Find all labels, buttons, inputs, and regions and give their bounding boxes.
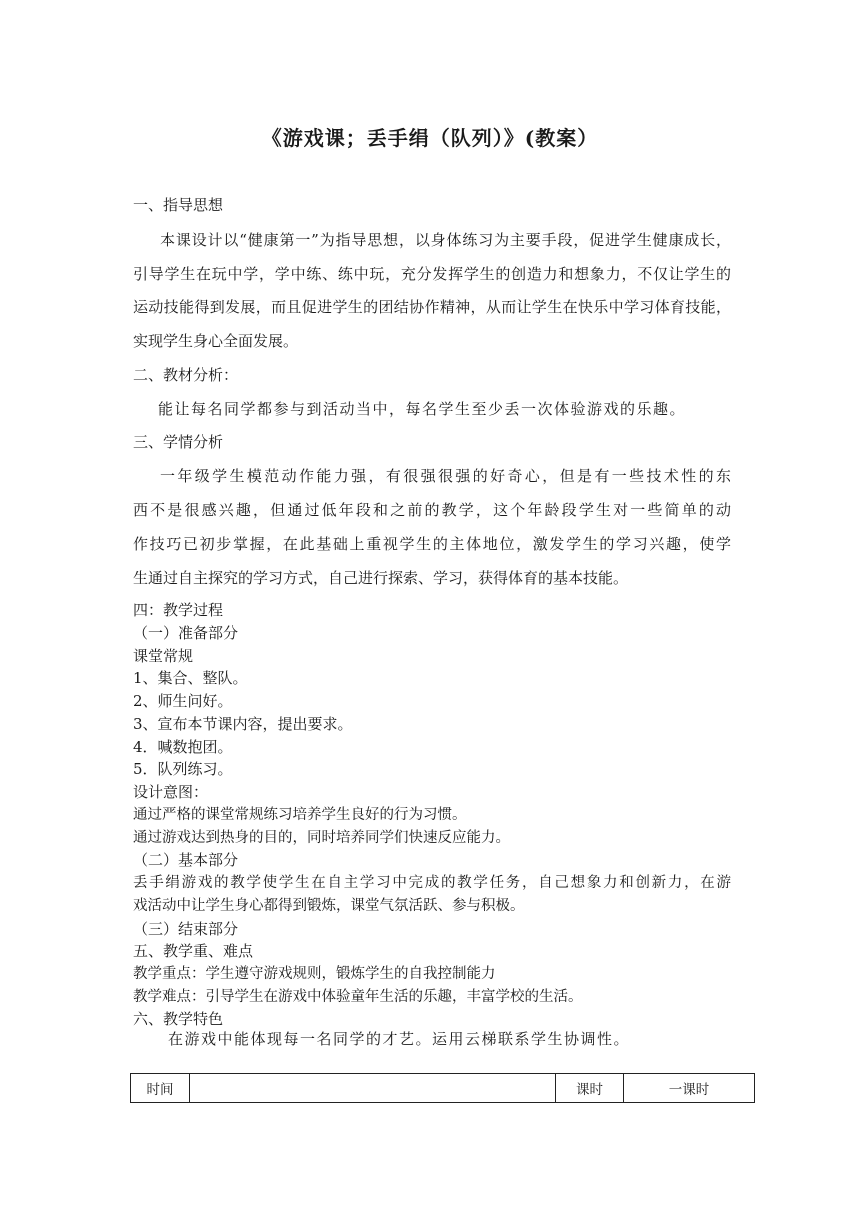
routine-title: 课堂常规 xyxy=(133,647,194,665)
paragraph-line: 能让每名同学都参与到活动当中，每名学生至少丢一次体验游戏的乐趣。 xyxy=(158,400,687,418)
list-item: 5．队列练习。 xyxy=(133,760,233,778)
section-heading-material-analysis: 二、教材分析： xyxy=(133,366,239,384)
time-label-cell: 时间 xyxy=(131,1074,190,1103)
table-row xyxy=(131,1074,755,1103)
paragraph-line: 引导学生在玩中学，学中练、练中玩，充分发挥学生的创造力和想象力，不仅让学生的 xyxy=(133,265,731,283)
paragraph-line: 生通过自主探究的学习方式，自己进行探索、学习，获得体育的基本技能。 xyxy=(133,569,629,587)
design-intent-title: 设计意图： xyxy=(133,783,209,801)
document-title: 《游戏课；丢手绢（队列）》(教案） xyxy=(261,126,599,150)
paragraph-line: 作技巧已初步掌握，在此基础上重视学生的主体地位，激发学生的学习兴趣，使学 xyxy=(133,535,731,553)
paragraph-line: 本课设计以“健康第一”为指导思想，以身体练习为主要手段，促进学生健康成长， xyxy=(160,231,731,249)
paragraph-line: 实现学生身心全面发展。 xyxy=(133,332,299,350)
section-heading-student-analysis: 三、学情分析 xyxy=(133,433,224,451)
paragraph-line: 通过严格的课堂常规练习培养学生良好的行为习惯。 xyxy=(133,807,467,823)
section-heading-teaching-process: 四：教学过程 xyxy=(133,601,224,619)
section-heading-key-difficult-points: 五、教学重、难点 xyxy=(133,942,254,960)
paragraph-line: 丢手绢游戏的教学使学生在自主学习中完成的教学任务，自己想象力和创新力，在游 xyxy=(133,875,731,891)
lesson-info-table xyxy=(130,1073,755,1103)
difficult-point-line: 教学难点：引导学生在游戏中体验童年生活的乐趣，丰富学校的生活。 xyxy=(133,989,583,1005)
list-item: 2、师生问好。 xyxy=(133,692,233,710)
paragraph-line: 运动技能得到发展，而且促进学生的团结协作精神，从而让学生在快乐中学习体育技能， xyxy=(133,298,731,316)
paragraph-line: 西不是很感兴趣，但通过低年段和之前的教学，这个年龄段学生对一些简单的动 xyxy=(133,501,731,519)
section-heading-guiding-thought: 一、指导思想 xyxy=(133,196,224,214)
period-value-cell: 一课时 xyxy=(624,1074,755,1103)
paragraph-line: 戏活动中让学生身心都得到锻炼，课堂气氛活跃、参与积极。 xyxy=(133,898,525,914)
list-item: 3、宣布本节课内容，提出要求。 xyxy=(133,715,353,733)
section-heading-teaching-features: 六、教学特色 xyxy=(133,1010,224,1028)
subsection-heading-preparation: （一）准备部分 xyxy=(133,624,239,642)
list-item: 1、集合、整队。 xyxy=(133,669,248,687)
key-point-line: 教学重点：学生遵守游戏规则，锻炼学生的自我控制能力 xyxy=(133,966,496,982)
list-item: 4．喊数抱团。 xyxy=(133,738,233,756)
paragraph-line: 通过游戏达到热身的目的，同时培养同学们快速反应能力。 xyxy=(133,830,510,846)
period-label-cell: 课时 xyxy=(556,1074,624,1103)
paragraph-line: 一年级学生模范动作能力强，有很强很强的好奇心，但是有一些技术性的东 xyxy=(160,467,731,485)
subsection-heading-basic: （二）基本部分 xyxy=(133,851,239,869)
time-value-cell xyxy=(190,1074,556,1103)
subsection-heading-ending: （三）结束部分 xyxy=(133,920,239,938)
paragraph-line: 在游戏中能体现每一名同学的才艺。运用云梯联系学生协调性。 xyxy=(168,1030,631,1048)
